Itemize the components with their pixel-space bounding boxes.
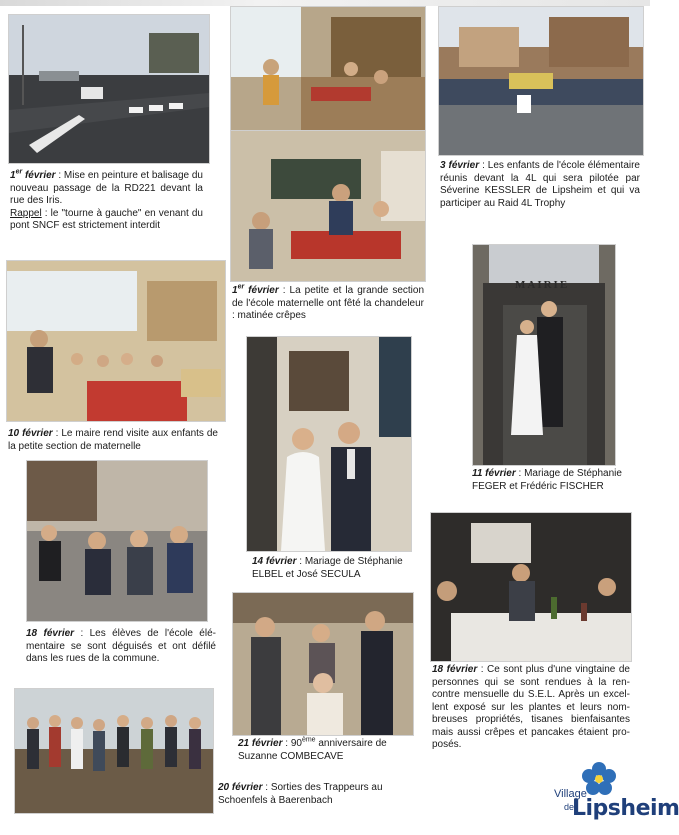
photo-wedding-mairie: [472, 244, 616, 466]
caption-text: : Mariage de Stéphanie ELBEL et José SECULA: [252, 556, 403, 580]
caption-text: : La petite et la grande section de l'école maternelle ont fêté la chandeleur : matinée crêpes: [232, 285, 424, 321]
caption-trappeurs: [218, 782, 418, 807]
caption-text: : Sorties des Trappeurs au Schoenfels à Baerenbach: [218, 782, 383, 806]
caption-text: : Les enfants de l'école élémentaire réunis devant la 4L qui sera pilotée par Séverine KESSLER de Lipsheim et qui va participer au Raid 4L Trophy: [440, 160, 640, 209]
caption-text-2: anniversaire de Suzanne COMBECAVE: [238, 738, 387, 762]
caption-date: 14 février: [252, 556, 297, 567]
caption-sel-meeting: [432, 664, 630, 752]
photo-wedding-elbel: [246, 336, 412, 552]
caption-superscript: ème: [301, 736, 316, 744]
caption-date: 21 février: [238, 738, 283, 749]
logo-name-text: Lipsheim: [572, 796, 679, 821]
caption-text: : Ce sont plus d'une vingtaine de personnes qui se sont rendues à la rencontre mensuelle du S.E.L. Après un excellent exposé sur les plantes et leurs nombreuses propriétés, tisanes bienfaisantes mais aussi crêpes et pancakes étaient proposés.: [432, 664, 630, 750]
caption-road-crossing: [10, 170, 203, 233]
photo-sel-meeting: [430, 512, 632, 662]
village-logo: [548, 762, 679, 824]
caption-4l-trophy: [440, 160, 640, 210]
logo-de-text: de: [564, 802, 575, 812]
caption-date: 18 février: [432, 664, 478, 675]
caption-text-2: : le "tourne à gauche" en venant du pont SNCF est strictement interdit: [10, 207, 203, 231]
date-superscript: er: [15, 168, 23, 176]
caption-date: 3 février: [440, 160, 480, 171]
caption-wedding-feger: [472, 468, 622, 493]
caption-text: : Le maire rend visite aux enfants de la petite section de maternelle: [8, 428, 218, 452]
photo-trappeurs-outing: [14, 688, 214, 814]
date-superscript: er: [237, 283, 245, 291]
forget-me-not-flower-icon: [582, 762, 616, 796]
caption-wedding-elbel: [252, 556, 412, 581]
caption-costumed-children: [26, 628, 216, 666]
photo-road-crossing: [8, 14, 210, 164]
caption-date: 11 février: [472, 468, 516, 479]
caption-chandeleur: [232, 285, 424, 323]
caption-date: 18 février: [26, 628, 75, 639]
caption-text: : Mise en peinture et balisage du nouveau passage de la RD221 devant la rue des Iris.: [10, 170, 203, 206]
logo-village-text: Village: [554, 788, 587, 800]
photo-90th-birthday: [232, 592, 414, 736]
caption-text: : 90: [282, 738, 302, 749]
caption-date: 1: [10, 170, 16, 181]
photo-costumed-children: [26, 460, 208, 622]
caption-date: 20 février: [218, 782, 263, 793]
photo-children-4l-car: [438, 6, 644, 156]
caption-rappel: Rappel: [10, 207, 42, 219]
caption-text: : Les élèves de l'école élémentaire se sont déguisés et ont défilé dans les rues de la commune.: [26, 628, 216, 664]
caption-text: : Mariage de Stéphanie FEGER et Frédéric FISCHER: [472, 468, 622, 492]
caption-90th-birthday: [238, 738, 412, 763]
caption-date: 10 février: [8, 428, 53, 439]
photo-classroom-crepes: [230, 6, 426, 132]
caption-date: 1: [232, 285, 238, 296]
mairie-sign: MAIRIE: [515, 279, 570, 291]
caption-date-rest: février: [244, 285, 279, 296]
photo-classroom-table: [230, 130, 426, 282]
photo-mayor-visit: [6, 260, 226, 422]
caption-mayor-visit: [8, 428, 218, 453]
caption-date-rest: février: [22, 170, 56, 181]
